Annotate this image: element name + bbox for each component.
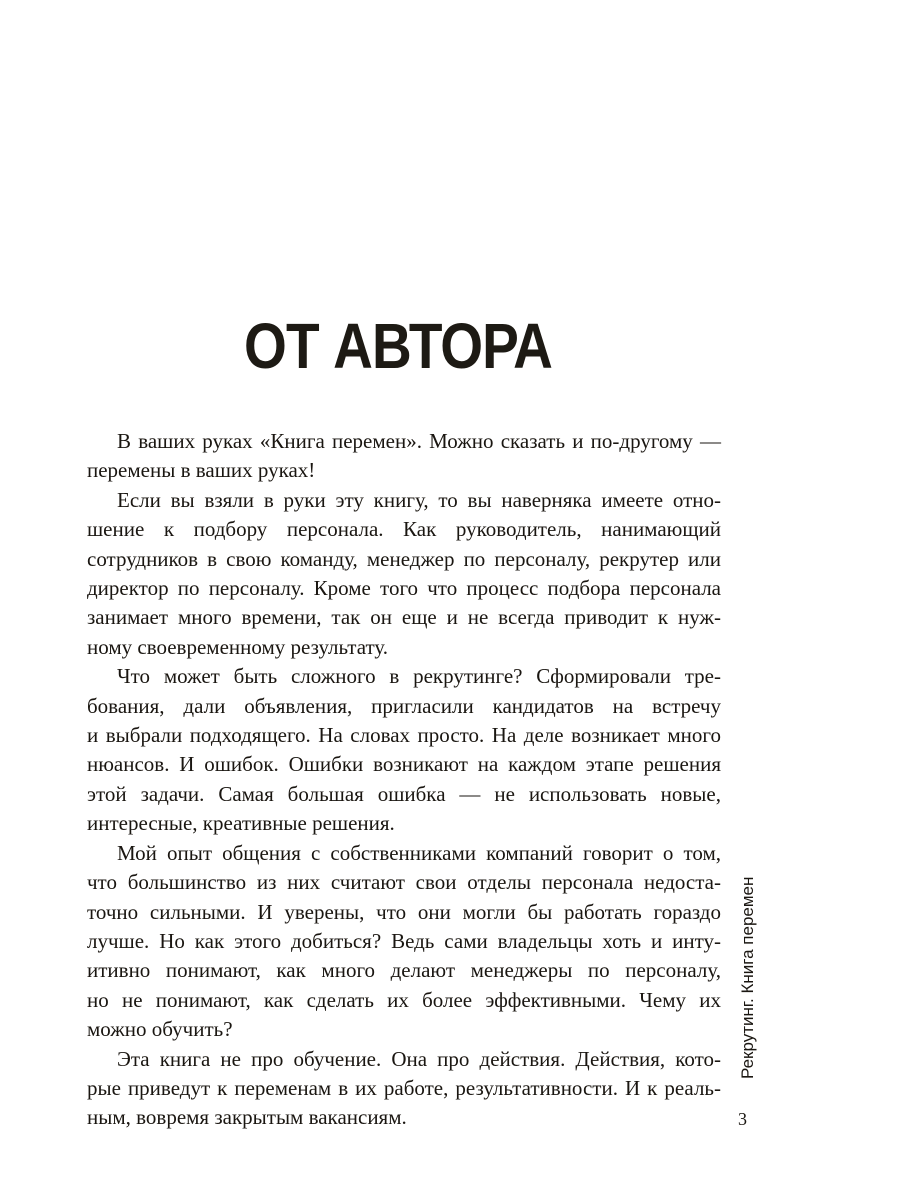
text-line: Мой опыт общения с собственниками компаний говорит о том, (117, 840, 721, 865)
paragraph-5 (87, 1045, 721, 1133)
text-line: перемены в ваших руках! (87, 458, 316, 483)
text-line: директор по персоналу. Кроме того что процесс подбора персонала (87, 576, 721, 601)
text-line: ному своевременному результату. (87, 634, 389, 659)
text-line: Если вы взяли в руки эту книгу, то вы наверняка имеете отно- (117, 487, 721, 512)
text-line: Эта книга не про обучение. Она про действия. Действия, кото- (117, 1046, 721, 1071)
text-line: что большинство из них считают свои отделы персонала недоста- (87, 870, 721, 895)
paragraph-2 (87, 486, 721, 662)
text-line: можно обучить? (87, 1017, 233, 1042)
text-line: точно сильными. И уверены, что они могли бы работать гораздо (87, 899, 721, 924)
text-line: ным, вовремя закрытым вакансиям. (87, 1105, 407, 1130)
text-line: бования, дали объявления, пригласили кандидатов на встречу (87, 693, 721, 718)
chapter-title: ОТ АВТОРА (244, 310, 553, 382)
text-line: лучше. Но как этого добиться? Ведь сами владельцы хоть и инту- (87, 928, 721, 953)
text-line: В ваших руках «Книга перемен». Можно сказать и по-другому — (117, 429, 721, 453)
text-line: рые приведут к переменам в их работе, результативности. И к реаль- (87, 1075, 721, 1100)
text-line: Что может быть сложного в рекрутинге? Сформировали тре- (117, 664, 721, 689)
body-text (87, 427, 721, 1133)
text-line: занимает много времени, так он еще и не всегда приводит к нуж- (87, 605, 721, 630)
text-line: интересные, креативные решения. (87, 811, 395, 836)
paragraph-1 (87, 427, 721, 486)
text-line: сотрудников в свою команду, менеджер по персоналу, рекрутер или (87, 546, 721, 571)
paragraph-4 (87, 839, 721, 1045)
text-line: шение к подбору персонала. Как руководитель, нанимающий (87, 517, 721, 542)
text-line: нюансов. И ошибок. Ошибки возникают на каждом этапе решения (87, 752, 721, 777)
paragraph-3 (87, 662, 721, 838)
text-line: итивно понимают, как много делают менеджеры по персоналу, (87, 958, 721, 983)
text-line: этой задачи. Самая большая ошибка — не использовать новые, (87, 781, 721, 806)
text-line: но не понимают, как сделать их более эффективными. Чему их (87, 987, 721, 1012)
running-header: Рекрутинг. Книга перемен (738, 876, 757, 1079)
text-line: и выбрали подходящего. На словах просто. На деле возникает много (87, 723, 721, 748)
page-number: 3 (738, 1109, 747, 1129)
